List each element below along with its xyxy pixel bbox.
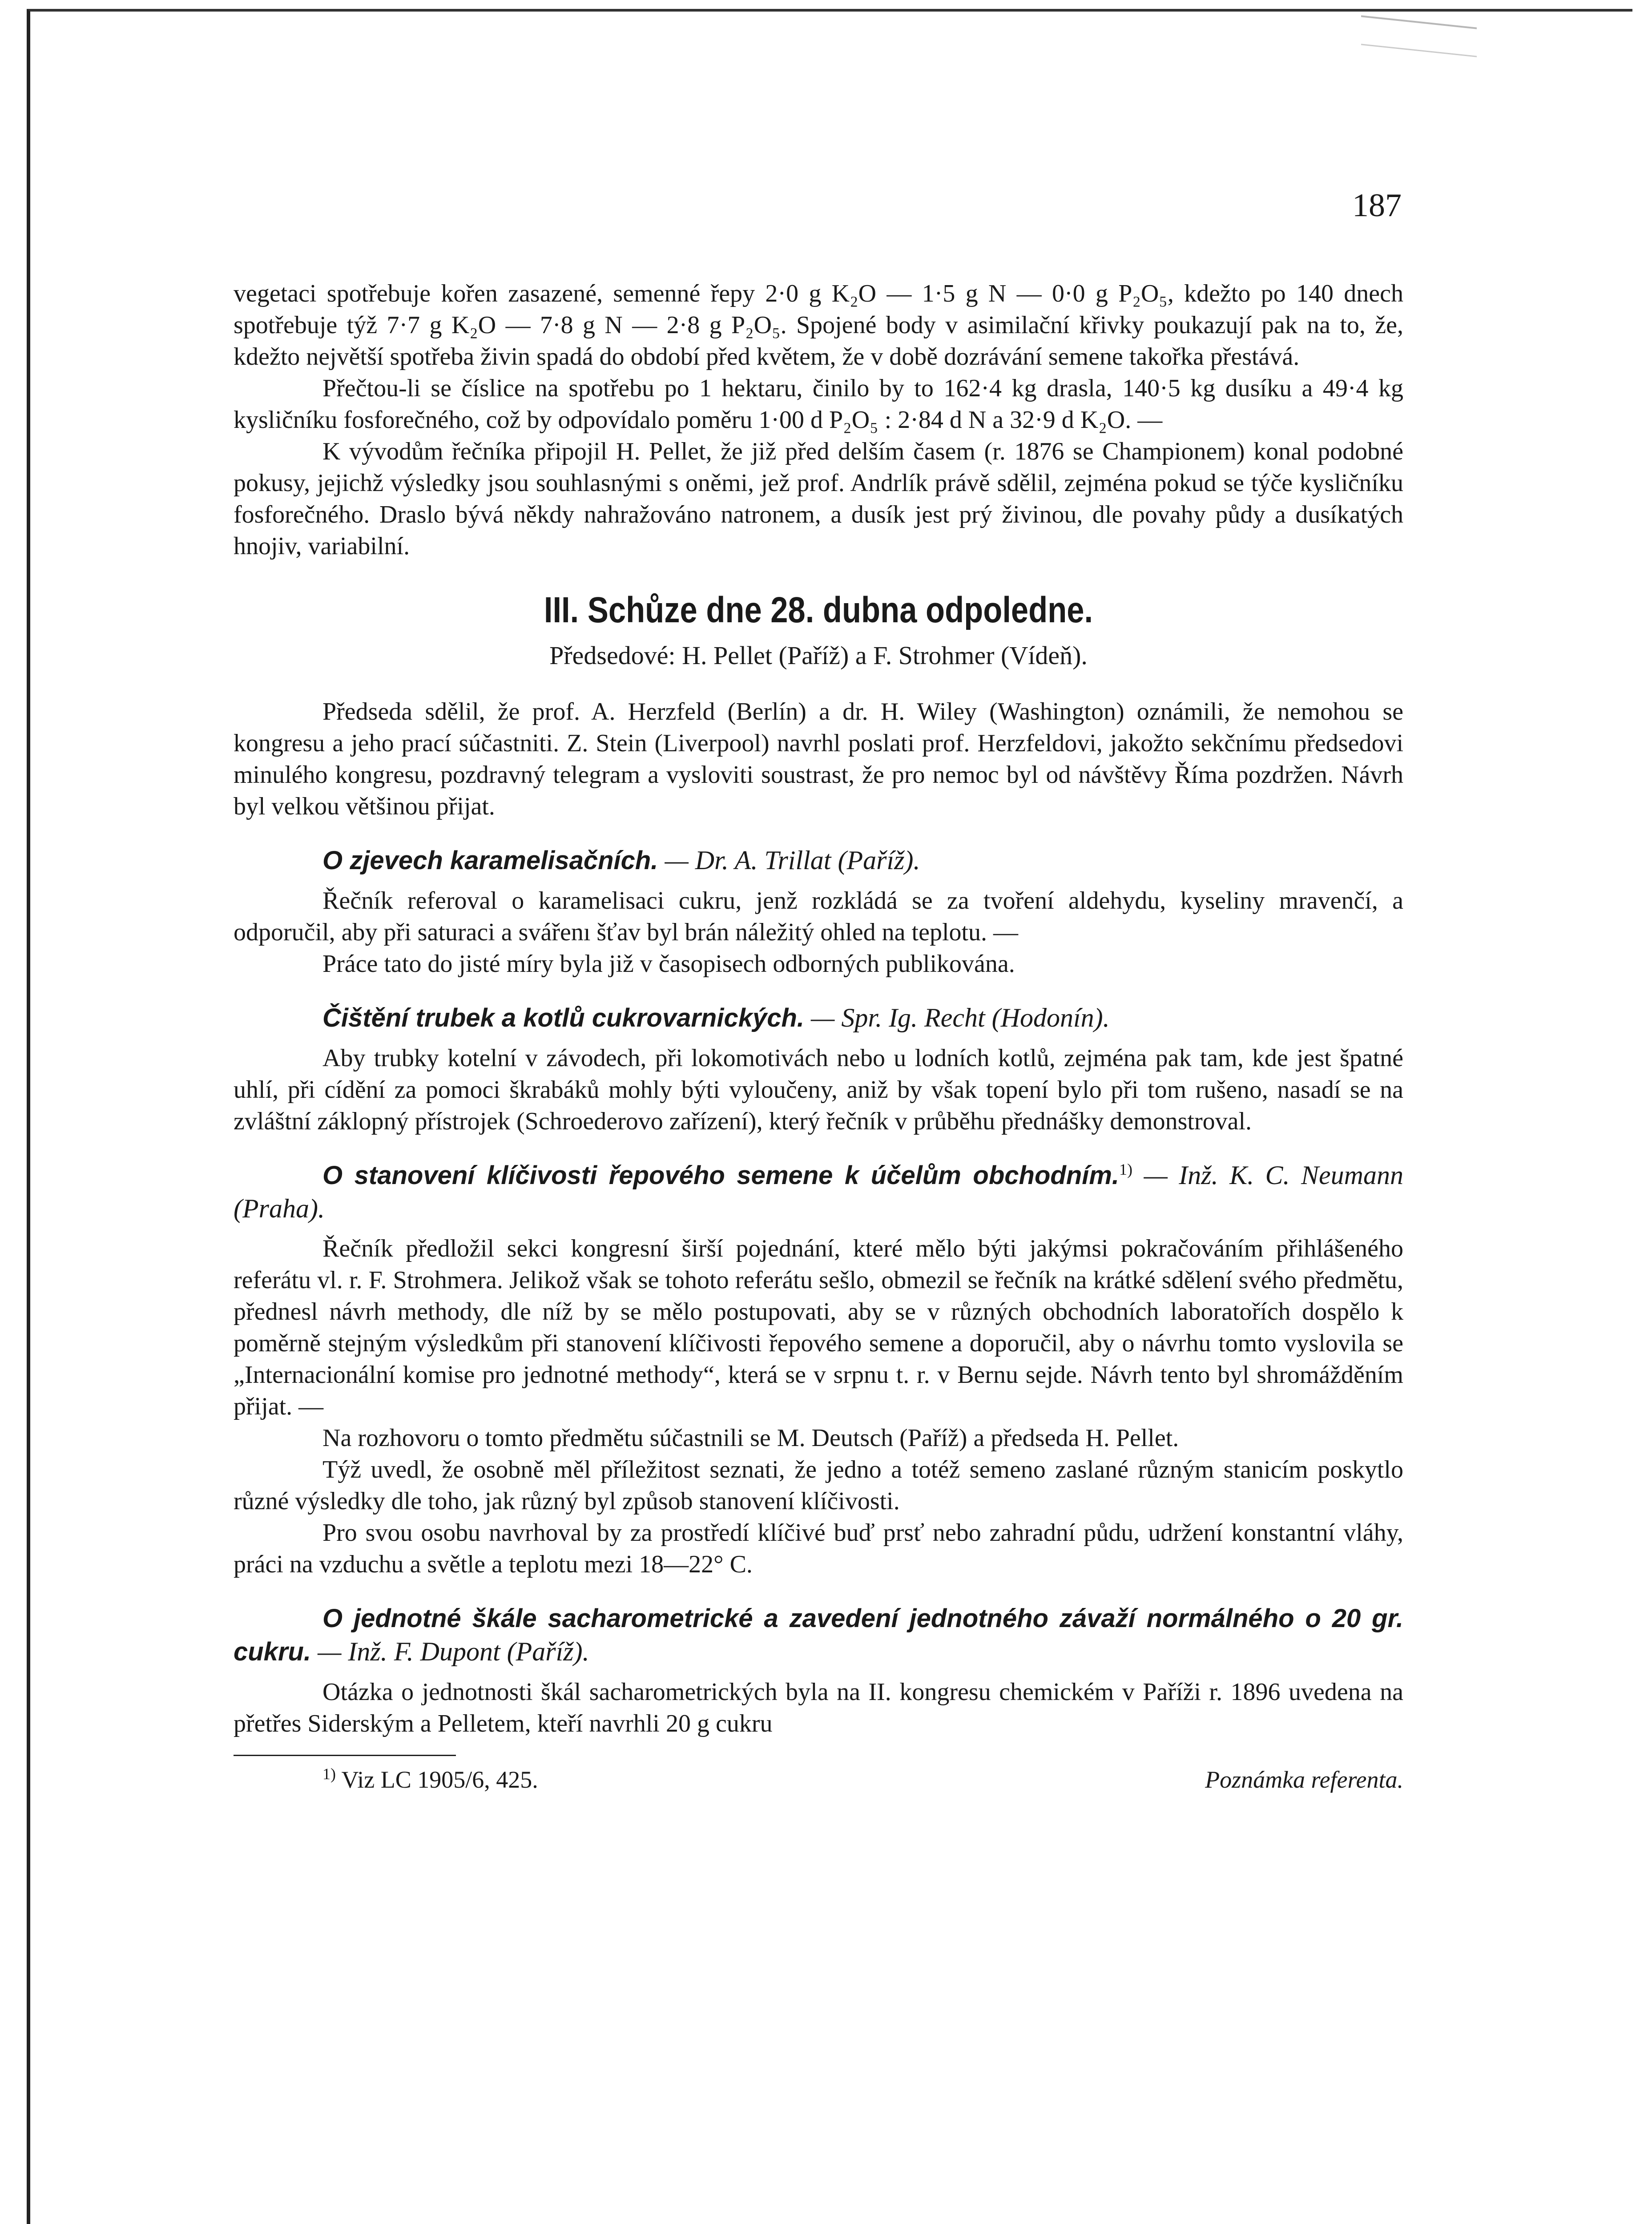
talk-4-paragraph-1: Otázka o jednotnosti škál sacharometrických byla na II. kongresu chemickém v Paříži r. 1896 uvedena na přetřes Siderským a Pelletem, kteří navrhli 20 g cukru (234, 1678, 1403, 1737)
talk-title-4 (234, 1602, 1403, 1668)
footnote (234, 1764, 1403, 1796)
section-opening-paragraph: Předseda sdělil, že prof. A. Herzfeld (Berlín) a dr. H. Wiley (Washington) oznámili, že nemohou se kongresu a jeho prací súčastniti. Z. Stein (Liverpool) navrhl poslati prof. Herzfeldovi, jakožto sekčnímu předsedovi minulého kongresu, pozdravný telegram a vysloviti soustrast, že pro nemoc byl od návštěvy Říma pozdržen. Návrh byl velkou většinou přijat. (234, 698, 1403, 820)
talk-title-text: O zjevech karamelisačních. (322, 846, 658, 875)
talk-1-paragraph-2: Práce tato do jisté míry byla již v časopisech odborných publikována. (322, 950, 1015, 978)
intro-paragraph-3: K vývodům řečníka připojil H. Pellet, že již před delším časem (r. 1876 se Championem) konal podobné pokusy, jejichž výsledky jsou souhlasnými s oněmi, jež prof. Andrlík právě sdělil, zejména pokud se týče kysličníku fosforečného. Draslo bývá někdy nahražováno natronem, a dusík jest prý živinou, dle povahy půdy a dusíkatých hnojiv, variabilní. (234, 438, 1403, 560)
talk-3-paragraph-3: Týž uvedl, že osobně měl příležitost seznati, že jedno a totéž semeno zaslané různým stanicím poskytlo různé výsledky dle toho, jak různý byl způsob stanovení klíčivosti. (234, 1456, 1403, 1515)
talk-title-text: O jednotné škále sacharometrické a zavedení jednotného závaží normálného o 20 gr. cukru. (234, 1604, 1403, 1666)
intro-paragraph-1: vegetaci spotřebuje kořen zasazené, semenné řepy 2·0 g K₂O — 1·5 g N — 0·0 g P₂O₅, kdežto po 140 dnech spotřebuje týž 7·7 g K₂O — 7·8 g N — 2·8 g P₂O₅. Spojené body v asimilační křivky poukazují pak na to, že, kdežto největší spotřeba živin spadá do období před květem, že v době dozrávání semene takořka přestává. (234, 280, 1403, 371)
talk-3-paragraph-1: Řečník předložil sekci kongresní širší pojednání, které mělo býti jakýmsi pokračováním přihlášeného referátu vl. r. F. Strohmera. Jelikož však se tohoto referátu sešlo, obmezil se řečník na krátké sdělení svého předmětu, přednesl návrh methody, dle níž by se mělo postupovati, aby se v různých obchodních laboratořích dospělo k poměrně stejným výsledkům při stanovení klíčivosti řepového semene a doporučil, aby o návrhu tomto vyslovila se „Internacionální komise pro jednotné methody“, která se v srpnu t. r. v Bernu sejde. Návrh tento byl shromážděním přijat. — (234, 1235, 1403, 1420)
page-content (234, 278, 1403, 1796)
talk-author: — Inž. F. Dupont (Paříž). (318, 1637, 589, 1666)
footnote-divider (234, 1755, 456, 1756)
talk-title-2 (234, 1001, 1403, 1035)
footnote-note: Poznámka referenta. (1205, 1766, 1403, 1793)
talk-author: — Inž. K. C. Neumann (Praha). (234, 1160, 1403, 1223)
talk-title-text: Čištění trubek a kotlů cukrovarnických. (322, 1003, 805, 1032)
talk-title-1 (234, 844, 1403, 877)
talk-title-3 (234, 1159, 1403, 1225)
footnote-reference: 1) (1119, 1160, 1133, 1178)
talk-2-paragraph-1: Aby trubky kotelní v závodech, při lokomotivách nebo u lodních kotlů, zejména pak tam, kde jest špatné uhlí, při cídění za pomoci škrabáků mohly býti vyloučeny, aniž by však topení bylo při tom rušeno, nasadí se na zvláštní záklopný přístrojek (Schroederovo zařízení), který řečník v průběhu přednášky demonstroval. (234, 1044, 1403, 1135)
page-number: 187 (1352, 187, 1402, 224)
intro-paragraph-2: Přečtou-li se číslice na spotřebu po 1 hektaru, činilo by to 162·4 kg drasla, 140·5 kg dusíku a 49·4 kg kysličníku fosforečného, což by odpovídalo poměru 1·00 d P₂O₅ : 2·84 d N a 32·9 d K₂O. — (234, 375, 1403, 434)
talk-author: — Dr. A. Trillat (Paříž). (665, 846, 920, 875)
talk-3-paragraph-2: Na rozhovoru o tomto předmětu súčastnili se M. Deutsch (Paříž) a předseda H. Pellet. (322, 1424, 1179, 1452)
talk-author: — Spr. Ig. Recht (Hodonín). (811, 1003, 1110, 1032)
talk-3-paragraph-4: Pro svou osobu navrhoval by za prostředí klíčivé buď prsť nebo zahradní půdu, udržení konstantní vláhy, práci na vzduchu a světle a teplotu mezi 18—22° C. (234, 1519, 1403, 1578)
footnote-text: Viz LC 1905/6, 425. (341, 1766, 538, 1793)
footnote-mark: 1) (322, 1765, 336, 1783)
section-chairs: Předsedové: H. Pellet (Paříž) a F. Strohmer (Vídeň). (549, 641, 1088, 670)
footnote-body (322, 1764, 538, 1796)
section-heading: III. Schůze dne 28. dubna odpoledne. (544, 590, 1093, 630)
talk-1-paragraph-1: Řečník referoval o karamelisaci cukru, jenž rozkládá se za tvoření aldehydu, kyseliny mravenčí, a odporučil, aby při saturaci a svářenı šťav byl brán náležitý ohled na teplotu. — (234, 887, 1403, 946)
talk-title-text: O stanovení klíčivosti řepového semene k účelům obchodním. (322, 1161, 1120, 1190)
